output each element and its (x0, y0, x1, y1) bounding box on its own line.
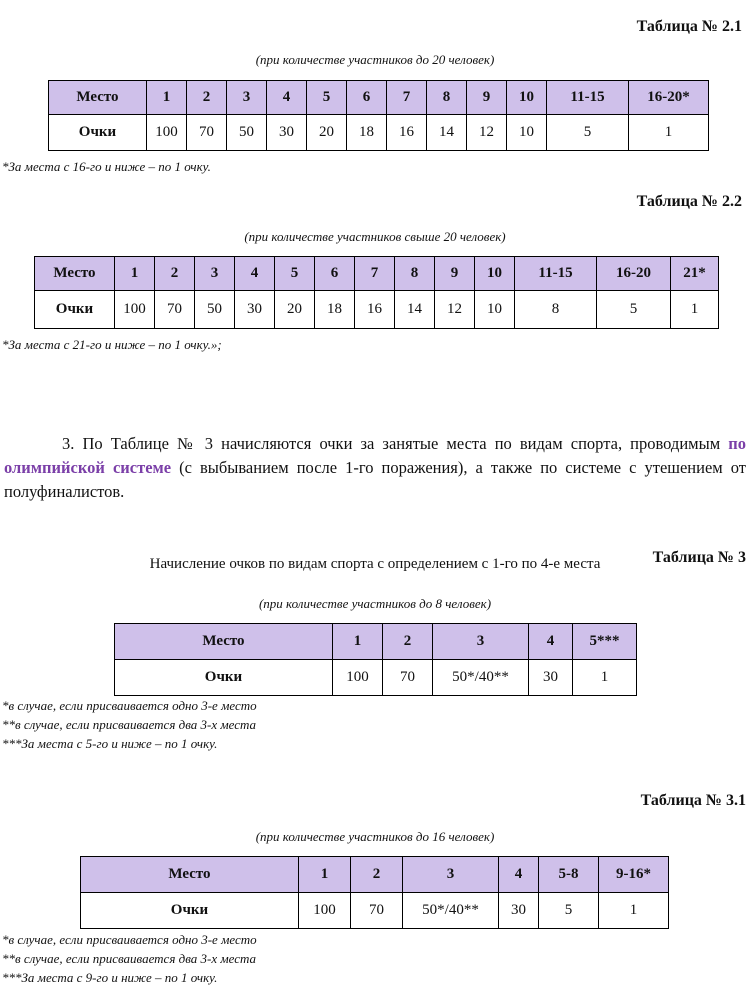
table-3-note-3: ***За места с 5-го и ниже – по 1 очку. (2, 736, 218, 751)
points-cell: 70 (187, 115, 227, 151)
points-cell: 1 (671, 291, 719, 329)
place-cell: 2 (351, 857, 403, 893)
row-label-place: Место (49, 81, 147, 115)
points-cell: 50*/40** (403, 893, 499, 929)
table-2-2-title: Таблица № 2.2 (636, 193, 742, 210)
place-cell: 1 (115, 257, 155, 291)
points-cell: 14 (395, 291, 435, 329)
paragraph-3-part2: (с выбыванием после 1-го поражения), а также по системе с утешением от полуфиналистов. (4, 458, 746, 501)
table-2-1 (48, 80, 709, 151)
row-label-place: Место (81, 857, 299, 893)
points-cell: 16 (387, 115, 427, 151)
points-cell: 14 (427, 115, 467, 151)
table-3 (114, 623, 637, 696)
place-cell: 5 (275, 257, 315, 291)
table-2-1-place-row (49, 81, 709, 115)
place-cell: 5-8 (539, 857, 599, 893)
points-cell: 5 (597, 291, 671, 329)
points-cell: 100 (147, 115, 187, 151)
points-cell: 1 (599, 893, 669, 929)
points-cell: 12 (467, 115, 507, 151)
place-cell: 4 (499, 857, 539, 893)
table-3-note-1: *в случае, если присваивается одно 3-е место (2, 698, 257, 713)
place-cell: 11-15 (515, 257, 597, 291)
points-cell: 20 (275, 291, 315, 329)
points-cell: 12 (435, 291, 475, 329)
table-3-1-note-2: **в случае, если присваивается два 3-х места (2, 951, 257, 966)
table-3-place-row (115, 624, 637, 660)
table-2-1-title: Таблица № 2.1 (636, 18, 742, 35)
points-cell: 100 (299, 893, 351, 929)
table-2-2-note: *За места с 21-го и ниже – по 1 очку.»; (2, 337, 222, 352)
table-2-1-caption: (при количестве участников до 20 человек) (255, 52, 495, 67)
table-3-1-place-row (81, 857, 669, 893)
table-2-1-points-row (49, 115, 709, 151)
table-3-1-points-row (81, 893, 669, 929)
points-cell: 18 (315, 291, 355, 329)
place-cell: 3 (195, 257, 235, 291)
place-cell: 11-15 (547, 81, 629, 115)
place-cell: 2 (187, 81, 227, 115)
table-2-2 (34, 256, 719, 329)
place-cell: 9 (467, 81, 507, 115)
points-cell: 8 (515, 291, 597, 329)
place-cell: 6 (315, 257, 355, 291)
points-cell: 30 (235, 291, 275, 329)
place-cell: 5*** (573, 624, 637, 660)
points-cell: 70 (383, 660, 433, 696)
table-3-heading: Начисление очков по видам спорта с определением с 1-го по 4-е места (149, 556, 601, 572)
table-3-1-note-3: ***За места с 9-го и ниже – по 1 очку. (2, 970, 218, 985)
table-3-caption: (при количестве участников до 8 человек) (258, 596, 492, 611)
place-cell: 9-16* (599, 857, 669, 893)
points-cell: 1 (573, 660, 637, 696)
table-2-2-caption: (при количестве участников свыше 20 человек) (244, 229, 506, 244)
row-label-points: Очки (49, 115, 147, 151)
points-cell: 10 (507, 115, 547, 151)
points-cell: 18 (347, 115, 387, 151)
place-cell: 8 (395, 257, 435, 291)
table-3-note-2: **в случае, если присваивается два 3-х места (2, 717, 257, 732)
points-cell: 70 (155, 291, 195, 329)
row-label-place: Место (35, 257, 115, 291)
place-cell: 7 (355, 257, 395, 291)
points-cell: 100 (115, 291, 155, 329)
place-cell: 6 (347, 81, 387, 115)
points-cell: 20 (307, 115, 347, 151)
place-cell: 4 (529, 624, 573, 660)
table-3-1 (80, 856, 669, 929)
olympic-system-highlight: по олимпийской системе (4, 434, 746, 477)
row-label-place: Место (115, 624, 333, 660)
place-cell: 2 (383, 624, 433, 660)
points-cell: 50 (227, 115, 267, 151)
row-label-points: Очки (115, 660, 333, 696)
place-cell: 3 (433, 624, 529, 660)
points-cell: 5 (547, 115, 629, 151)
table-3-points-row (115, 660, 637, 696)
place-cell: 21* (671, 257, 719, 291)
paragraph-3 (4, 432, 746, 504)
place-cell: 10 (475, 257, 515, 291)
table-2-1-note: *За места с 16-го и ниже – по 1 очку. (2, 159, 211, 174)
table-3-1-note-1: *в случае, если присваивается одно 3-е место (2, 932, 257, 947)
points-cell: 30 (267, 115, 307, 151)
points-cell: 10 (475, 291, 515, 329)
place-cell: 2 (155, 257, 195, 291)
place-cell: 1 (299, 857, 351, 893)
place-cell: 16-20* (629, 81, 709, 115)
table-2-2-points-row (35, 291, 719, 329)
place-cell: 1 (333, 624, 383, 660)
points-cell: 70 (351, 893, 403, 929)
points-cell: 100 (333, 660, 383, 696)
place-cell: 4 (235, 257, 275, 291)
place-cell: 1 (147, 81, 187, 115)
points-cell: 30 (499, 893, 539, 929)
points-cell: 50*/40** (433, 660, 529, 696)
points-cell: 30 (529, 660, 573, 696)
place-cell: 16-20 (597, 257, 671, 291)
place-cell: 10 (507, 81, 547, 115)
place-cell: 9 (435, 257, 475, 291)
table-3-1-caption: (при количестве участников до 16 человек) (255, 829, 495, 844)
place-cell: 5 (307, 81, 347, 115)
table-3-title: Таблица № 3 (652, 549, 746, 566)
row-label-points: Очки (81, 893, 299, 929)
table-3-1-title: Таблица № 3.1 (640, 792, 746, 809)
table-2-2-place-row (35, 257, 719, 291)
points-cell: 16 (355, 291, 395, 329)
place-cell: 3 (403, 857, 499, 893)
row-label-points: Очки (35, 291, 115, 329)
paragraph-3-part1: 3. По Таблице № 3 начисляются очки за занятые места по видам спорта, проводимым (62, 434, 729, 453)
points-cell: 5 (539, 893, 599, 929)
points-cell: 1 (629, 115, 709, 151)
place-cell: 7 (387, 81, 427, 115)
points-cell: 50 (195, 291, 235, 329)
place-cell: 4 (267, 81, 307, 115)
place-cell: 3 (227, 81, 267, 115)
place-cell: 8 (427, 81, 467, 115)
